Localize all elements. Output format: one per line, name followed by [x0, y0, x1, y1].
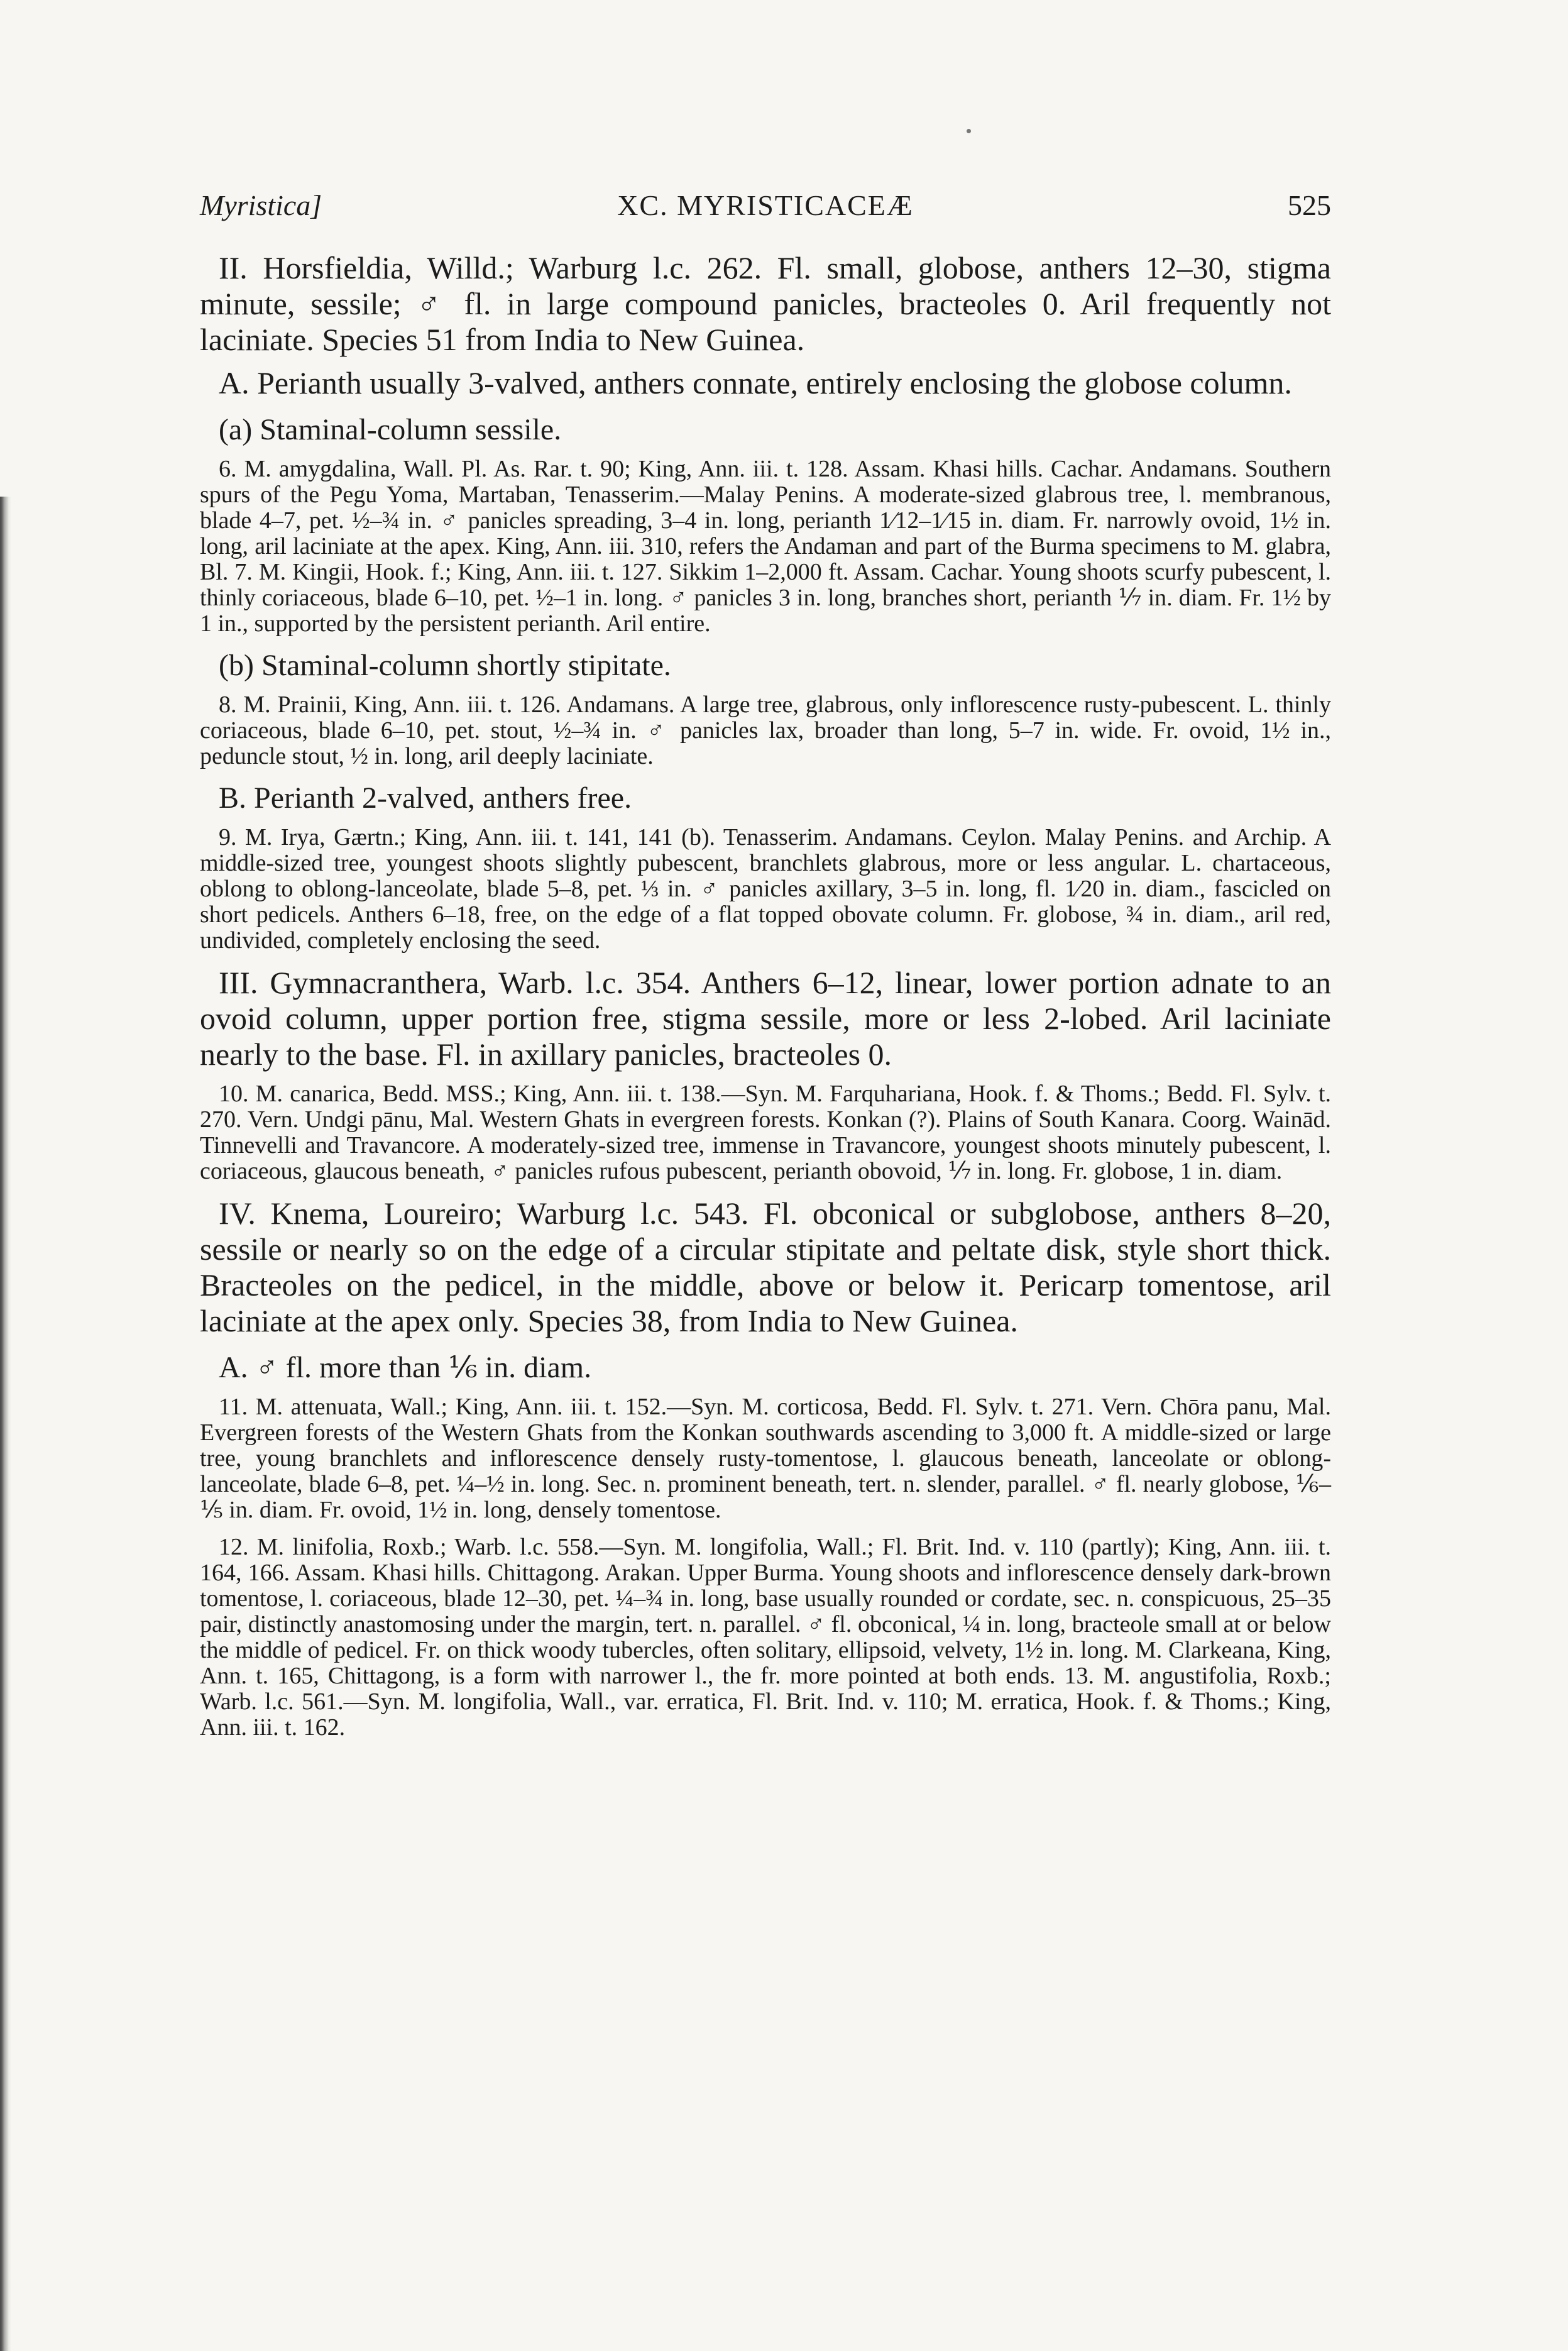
- text-block-species-12-13: 12. M. linifolia, Roxb.; Warb. l.c. 558.—Syn. M. longifolia, Wall.; Fl. Brit. Ind. v. 110 (partly); King, Ann. iii. t. 164, 166. Assam. Khasi hills. Chittagong. Arakan. Upper Burma. Young shoots and inflorescence densely dark-brown tomentose, l. coriaceous, blade 12–30, pet. ¼–¾ in. long, base usually rounded or cordate, sec. n. conspicuous, 25–35 pair, distinctly anastomosing under the margin, tert. n. parallel. ♂ fl. obconical, ¼ in. long, bracteole small at or below the middle of pedicel. Fr. on thick woody tubercles, often solitary, ellipsoid, velvety, 1½ in. long. M. Clarkeana, King, Ann. t. 165, Chittagong, is a form with narrower l., the fr. more pointed at both ends. 13. M. angustifolia, Roxb.; Warb. l.c. 561.—Syn. M. longifolia, Wall., var. erratica, Fl. Brit. Ind. v. 110; M. erratica, Hook. f. & Thoms.; King, Ann. iii. t. 162.: [200, 1534, 1331, 1741]
- text-block-species-11: 11. M. attenuata, Wall.; King, Ann. iii. t. 152.—Syn. M. corticosa, Bedd. Fl. Sylv. t. 271. Vern. Chōra panu, Mal. Evergreen forests of the Western Ghats from the Konkan southwards ascending to 3,000 ft. A middle-sized or large tree, young branchlets and inflorescence densely rusty-tomentose, l. glaucous beneath, lanceolate or oblong-lanceolate, blade 6–8, pet. ¼–½ in. long. Sec. n. prominent beneath, tert. n. slender, parallel. ♂ fl. nearly globose, ⅙–⅕ in. diam. Fr. ovoid, 1½ in. long, densely tomentose.: [200, 1394, 1331, 1523]
- page-number: 525: [1288, 189, 1331, 221]
- header-family: XC. MYRISTICACEÆ: [617, 189, 914, 221]
- text-block-horsfieldia: II. Horsfieldia, Willd.; Warburg l.c. 262. Fl. small, globose, anthers 12–30, stigma minute, sessile; ♂ fl. in large compound panicles, bracteoles 0. Aril frequently not laciniate. Species 51 from India to New Guinea.: [200, 250, 1331, 357]
- text-block-species-10: 10. M. canarica, Bedd. MSS.; King, Ann. iii. t. 138.—Syn. M. Farquhariana, Hook. f. & Thoms.; Bedd. Fl. Sylv. t. 270. Vern. Undgi pānu, Mal. Western Ghats in evergreen forests. Konkan (?). Plains of South Kanara. Coorg. Wainād. Tinnevelli and Travancore. A moderately-sized tree, immense in Travancore, youngest shoots minutely pubescent, l. coriaceous, glaucous beneath, ♂ panicles rufous pubescent, perianth obovoid, ⅐ in. long. Fr. globose, 1 in. diam.: [200, 1081, 1331, 1184]
- text-block-species-8: 8. M. Prainii, King, Ann. iii. t. 126. Andamans. A large tree, glabrous, only inflorescence rusty-pubescent. L. thinly coriaceous, blade 6–10, pet. stout, ½–¾ in. ♂ panicles lax, broader than long, 5–7 in. wide. Fr. ovoid, 1½ in., peduncle stout, ½ in. long, aril deeply laciniate.: [200, 691, 1331, 769]
- text-block-horsfieldia-a: A. Perianth usually 3-valved, anthers connate, entirely enclosing the globose column.: [219, 365, 1292, 400]
- text-block-species-6-7: 6. M. amygdalina, Wall. Pl. As. Rar. t. 90; King, Ann. iii. t. 128. Assam. Khasi hills. Cachar. Andamans. Southern spurs of the Pegu Yoma, Martaban, Tenasserim.—Malay Penins. A moderate-sized glabrous tree, l. membranous, blade 4–7, pet. ½–¾ in. ♂ panicles spreading, 3–4 in. long, perianth 1⁄12–1⁄15 in. diam. Fr. narrowly ovoid, 1½ in. long, aril laciniate at the apex. King, Ann. iii. 310, refers the Andaman and part of the Burma specimens to M. glabra, Bl. 7. M. Kingii, Hook. f.; King, Ann. iii. t. 127. Sikkim 1–2,000 ft. Assam. Cachar. Young shoots scurfy pubescent, l. thinly coriaceous, blade 6–10, pet. ½–1 in. long. ♂ panicles 3 in. long, branches short, perianth ⅐ in. diam. Fr. 1½ by 1 in., supported by the persistent perianth. Aril entire.: [200, 456, 1331, 637]
- text-block-horsfieldia-b: B. Perianth 2-valved, anthers free.: [219, 781, 632, 815]
- book-page: [200, 94, 1331, 1752]
- text-block-horsfieldia-a-a: (a) Staminal-column sessile.: [219, 413, 562, 446]
- text-block-gymnacranthera: III. Gymnacranthera, Warb. l.c. 354. Anthers 6–12, linear, lower portion adnate to an ovoid column, upper portion free, stigma sessile, more or less 2-lobed. Aril laciniate nearly to the base. Fl. in axillary panicles, bracteoles 0.: [200, 965, 1331, 1072]
- header-genus: Myristica]: [200, 189, 322, 221]
- text-block-horsfieldia-a-b: (b) Staminal-column shortly stipitate.: [219, 649, 671, 682]
- text-block-knema: IV. Knema, Loureiro; Warburg l.c. 543. Fl. obconical or subglobose, anthers 8–20, sessile or nearly so on the edge of a circular stipitate and peltate disk, style short thick. Bracteoles on the pedicel, in the middle, above or below it. Pericarp tomentose, aril laciniate at the apex only. Species 38, from India to New Guinea.: [200, 1196, 1331, 1338]
- text-block-knema-a: A. ♂ fl. more than ⅙ in. diam.: [219, 1351, 592, 1384]
- text-block-species-9: 9. M. Irya, Gærtn.; King, Ann. iii. t. 141, 141 (b). Tenasserim. Andamans. Ceylon. Malay Penins. and Archip. A middle-sized tree, youngest shoots slightly pubescent, branchlets glabrous, more or less angular. L. chartaceous, oblong to oblong-lanceolate, blade 5–8, pet. ⅓ in. ♂ panicles axillary, 3–5 in. long, fl. 1⁄20 in. diam., fascicled on short pedicels. Anthers 6–18, free, on the edge of a flat topped obovate column. Fr. globose, ¾ in. diam., aril red, undivided, completely enclosing the seed.: [200, 824, 1331, 954]
- running-header: [200, 189, 1331, 245]
- page-binding-edge: [0, 497, 11, 2351]
- page-content: [200, 250, 1331, 1741]
